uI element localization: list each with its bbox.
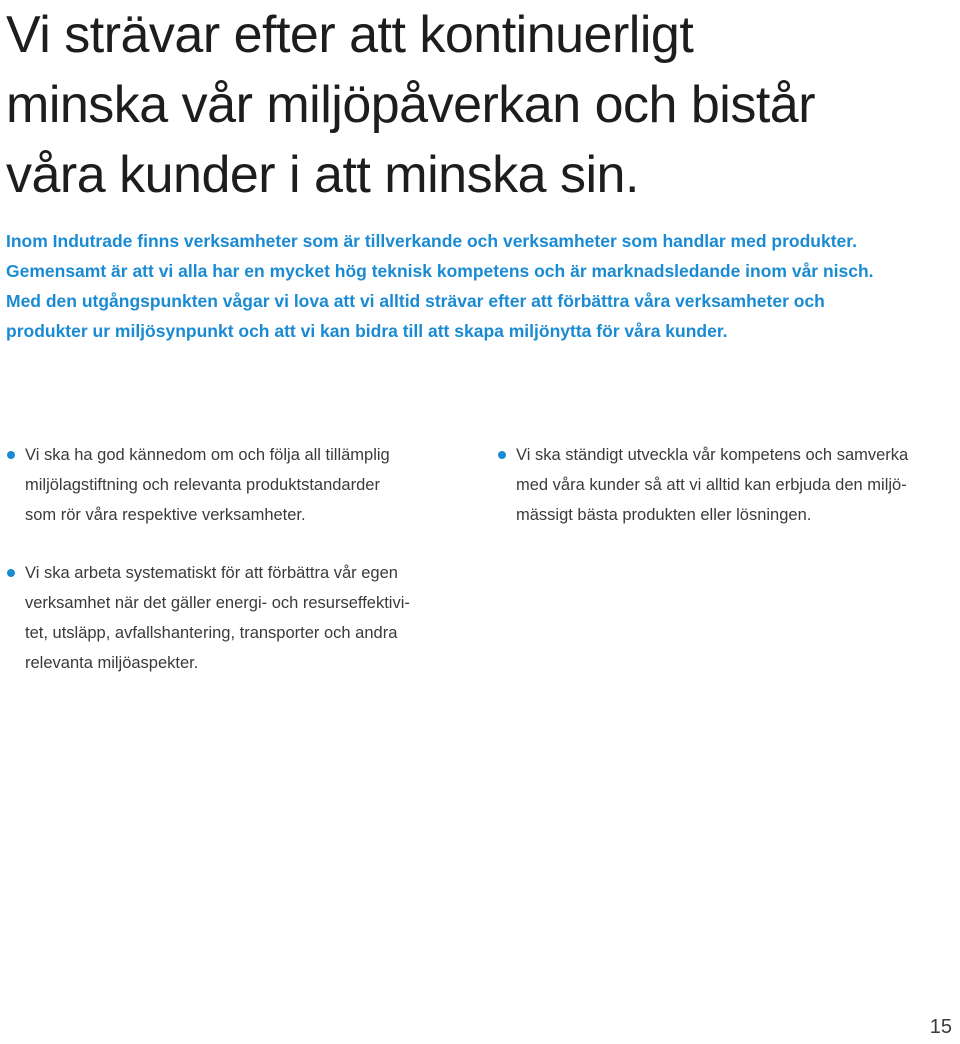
bullet-line: tet, utsläpp, avfallshantering, transporter och andra: [25, 624, 398, 642]
intro-line: Gemensamt är att vi alla har en mycket hög teknisk kompetens och är marknadsledande inom vår nisch.: [6, 261, 874, 281]
bullet-line: verksamhet när det gäller energi- och resurseffektivi-: [25, 594, 410, 612]
bullet-line: med våra kunder så att vi alltid kan erbjuda den miljö-: [516, 476, 907, 494]
bullet-item: [25, 558, 485, 678]
headline-line: minska vår miljöpåverkan och bistår: [6, 76, 816, 134]
intro-paragraph: [6, 226, 956, 346]
bullet-line: miljölagstiftning och relevanta produktstandarder: [25, 476, 380, 494]
bullet-line: Vi ska arbeta systematiskt för att förbättra vår egen: [25, 564, 398, 582]
headline-line: Vi strävar efter att kontinuerligt: [6, 6, 694, 64]
page-number: 15: [929, 1016, 952, 1038]
bullet-line: mässigt bästa produkten eller lösningen.: [516, 506, 812, 524]
bullet-line: Vi ska ständigt utveckla vår kompetens och samverka: [516, 446, 909, 464]
bullet-item: [25, 440, 465, 530]
bullet-line: som rör våra respektive verksamheter.: [25, 506, 306, 524]
bullet-line: Vi ska ha god kännedom om och följa all tillämplig: [25, 446, 390, 464]
intro-line: Inom Indutrade finns verksamheter som är tillverkande och verksamheter som handlar med produkter.: [6, 231, 857, 251]
intro-line: Med den utgångspunkten vågar vi lova att vi alltid strävar efter att förbättra våra verksamheter och: [6, 291, 825, 311]
headline-line: våra kunder i att minska sin.: [6, 146, 639, 204]
bullet-dot-icon: [7, 569, 15, 577]
bullet-item: [516, 440, 956, 530]
bullet-dot-icon: [498, 451, 506, 459]
bullet-line: relevanta miljöaspekter.: [25, 654, 199, 672]
page-headline: [6, 0, 946, 210]
bullet-dot-icon: [7, 451, 15, 459]
intro-line: produkter ur miljösynpunkt och att vi kan bidra till att skapa miljönytta för våra kunder.: [6, 321, 728, 341]
